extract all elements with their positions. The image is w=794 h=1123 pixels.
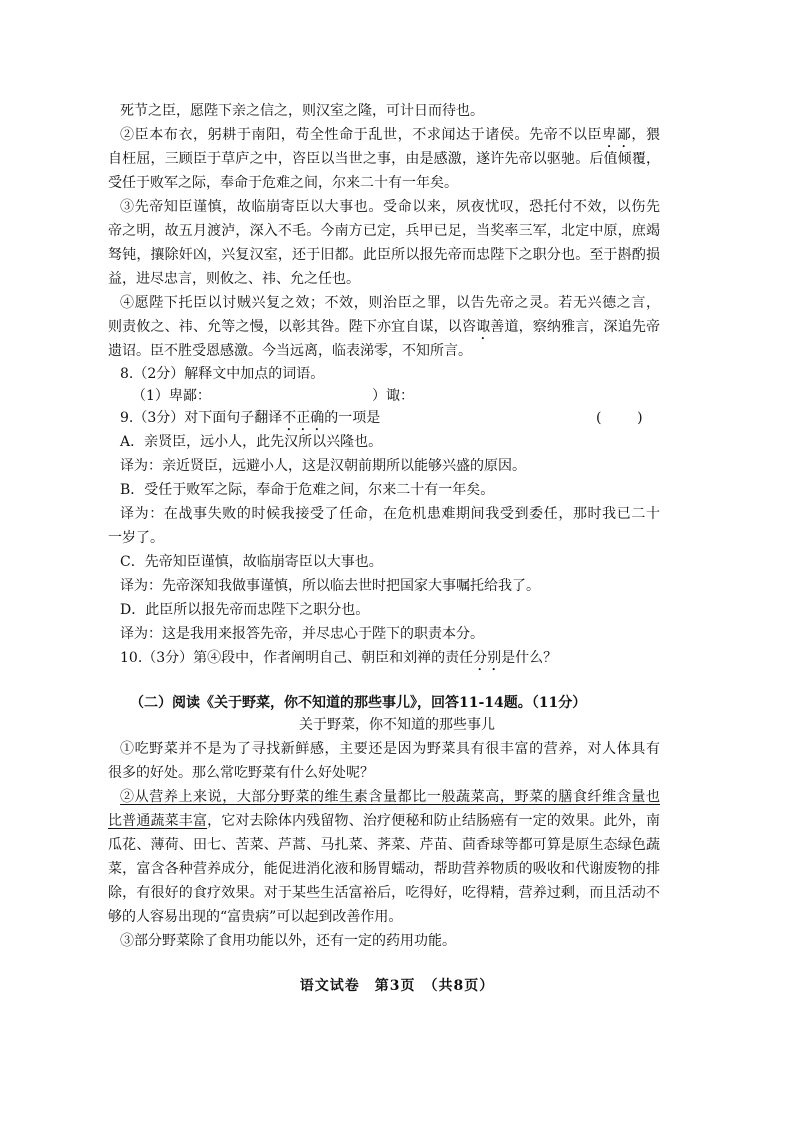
passage-line: 遗诏。臣不胜受恩感激。今当远离，临表涕零，不知所言。 — [108, 343, 472, 359]
passage-paragraph-3: ③先帝知臣谨慎，故临崩寄臣以大事也。受命以来，夙夜忧叹，恐托付不效，以伤先 — [120, 199, 660, 215]
article-line: 够的人容易出现的“富贵病”可以起到改善作用。 — [108, 909, 403, 925]
question-8-item-2: ）诹： — [372, 388, 414, 404]
option-d: D．此臣所以报先帝而忠陛下之职分也。 — [120, 602, 370, 618]
answer-parentheses: ( ) — [596, 410, 643, 426]
section-2-heading: （二）阅读《关于野菜，你不知道的那些事儿》，回答11-14题。（11分） — [130, 695, 587, 711]
option-a: A．亲贤臣，远小人，此先汉所以兴隆也。 — [120, 434, 383, 450]
page-footer: 语文试卷 第3页 （共8页） — [299, 978, 495, 994]
article-line: 菜，富含各种营养成分，能促进消化液和肠胃蠕动，帮助营养物质的吸收和代谢废物的排 — [108, 861, 660, 877]
article-paragraph-1: ①吃野菜并不是为了寻找新鲜感，主要还是因为野菜具有很丰富的营养，对人体具有 — [120, 741, 660, 757]
article-line: 除，有很好的食疗效果。对于某些生活富裕后，吃得好，吃得精，营养过剩，而且活动不 — [108, 885, 660, 901]
question-10: 10.（3分）第④段中，作者阐明自己、朝臣和刘禅的责任分别是什么？ — [120, 650, 558, 666]
passage-line: 驽钝，攘除奸凶，兴复汉室，还于旧都。此臣所以报先帝而忠陛下之职分也。至于斟酌损 — [108, 247, 660, 263]
article-line: 比普通蔬菜丰富，它对去除体内残留物、治疗便秘和防止结肠癌有一定的效果。此外，南 — [108, 813, 661, 829]
article-paragraph-2-underlined: ②从营养上来说，大部分野菜的维生素含量都比一般蔬菜高，野菜的膳食纤维含量也 — [120, 789, 660, 805]
passage-line: 帝之明，故五月渡泸，深入不毛。今南方已定，兵甲已足，当奖率三军，北定中原，庶竭 — [108, 223, 660, 239]
dotted-word: 分别 — [473, 650, 502, 666]
article-title: 关于野菜，你不知道的那些事儿 — [299, 717, 495, 733]
translation-a: 译为：亲近贤臣，远避小人，这是汉朝前期所以能够兴盛的原因。 — [120, 458, 526, 474]
question-8: 8.（2分）解释文中加点的词语。 — [120, 366, 325, 382]
underlined-phrase: 比普通蔬菜丰富 — [108, 813, 208, 829]
option-c: C．先帝知臣谨慎，故临崩寄臣以大事也。 — [120, 554, 383, 570]
dotted-word: 诹 — [476, 319, 491, 335]
translation-c: 译为：先帝深知我做事谨慎，所以临去世时把国家大事嘱托给我了。 — [120, 578, 540, 594]
passage-line: 受任于败军之际，奉命于危难之间，尔来二十有一年矣。 — [108, 175, 458, 191]
translation-b-cont: 一岁了。 — [108, 530, 164, 546]
passage-paragraph-2: ②臣本布衣，躬耕于南阳，苟全性命于乱世，不求闻达于诸侯。先帝不以臣卑鄙，猥 — [120, 127, 661, 143]
question-9: 9.（3分）对下面句子翻译不正确的一项是 — [120, 410, 381, 426]
passage-line: 死节之臣，愿陛下亲之信之，则汉室之隆，可计日而待也。 — [120, 103, 484, 119]
passage-line: 自枉屈，三顾臣于草庐之中，咨臣以当世之事，由是感激，遂许先帝以驱驰。后值倾覆， — [108, 151, 660, 167]
translation-b: 译为：在战事失败的时候我接受了任命，在危机患难期间我受到委任，那时我已二十 — [120, 506, 660, 522]
translation-d: 译为：这是我用来报答先帝，并尽忠心于陛下的职责本分。 — [120, 626, 484, 642]
article-line: 瓜花、薄荷、田七、苦菜、芦蒿、马扎菜、荠菜、芹苗、茴香球等都可算是原生态绿色蔬 — [108, 837, 660, 853]
dotted-word: 不正确 — [282, 410, 325, 426]
dotted-word: 卑鄙 — [602, 127, 632, 143]
question-8-item-1: （1）卑鄙： — [132, 388, 211, 404]
passage-line: 则责攸之、祎、允等之慢，以彰其咎。陛下亦宜自谋，以咨诹善道，察纳雅言，深追先帝 — [108, 319, 661, 335]
passage-line: 益，进尽忠言，则攸之、祎、允之任也。 — [108, 271, 360, 287]
option-b: B．受任于败军之际，奉命于危难之间，尔来二十有一年矣。 — [120, 482, 495, 498]
article-paragraph-3: ③部分野菜除了食用功能以外，还有一定的药用功能。 — [120, 933, 456, 949]
article-line: 很多的好处。那么常吃野菜有什么好处呢？ — [108, 765, 374, 781]
passage-paragraph-4: ④愿陛下托臣以讨贼兴复之效；不效，则治臣之罪，以告先帝之灵。若无兴德之言， — [120, 295, 660, 311]
